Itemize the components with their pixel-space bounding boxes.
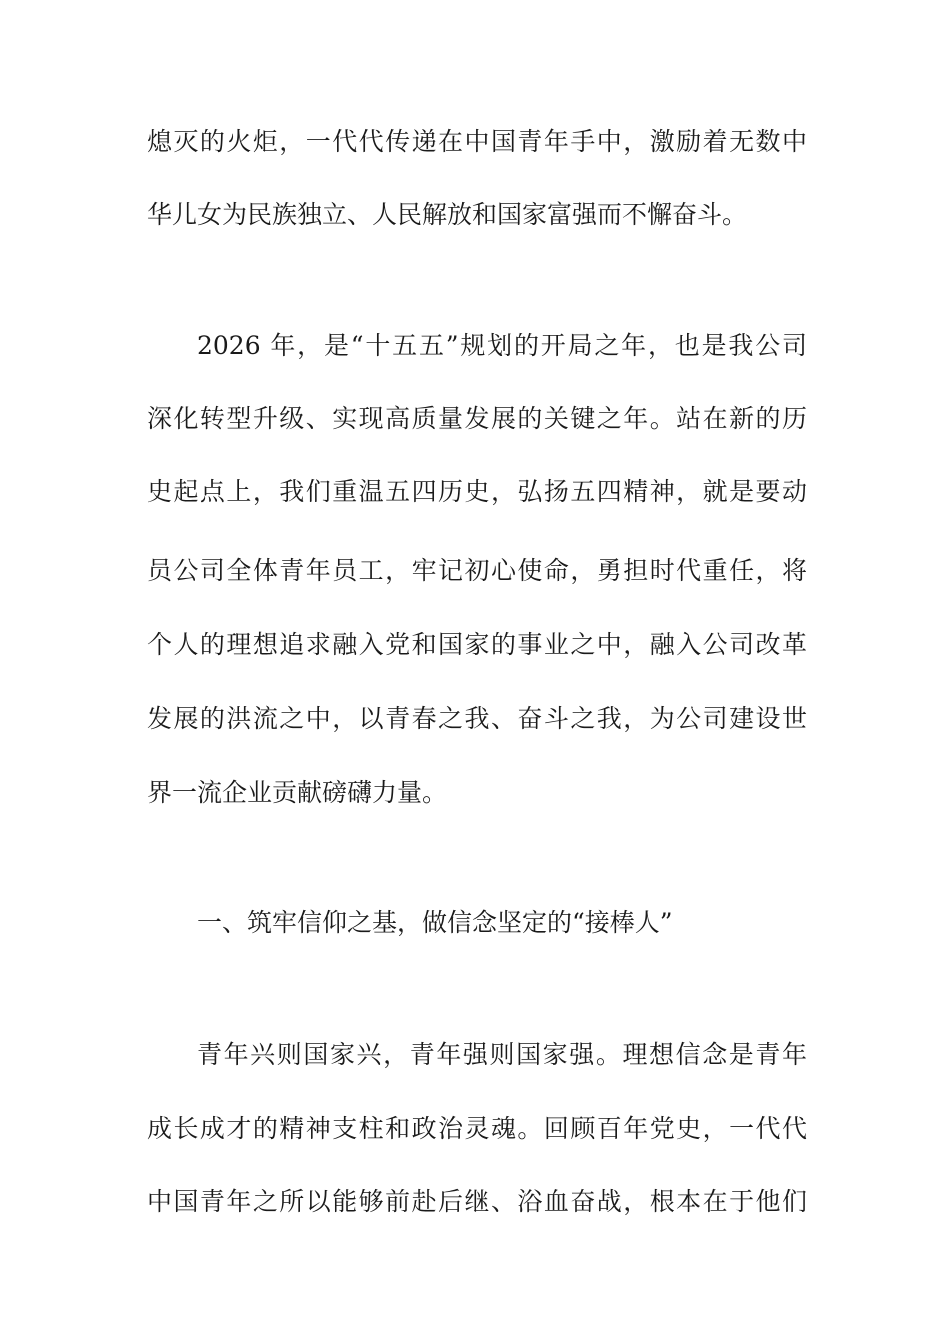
section-heading: 一、筑牢信仰之基，做信念坚定的“接棒人” bbox=[197, 908, 673, 937]
paragraph-2-line-5: 个人的理想追求融入党和国家的事业之中，融入公司改革 bbox=[147, 630, 807, 659]
paragraph-2-line-2: 深化转型升级、实现高质量发展的关键之年。站在新的历 bbox=[147, 404, 807, 433]
paragraph-3-line-3: 中国青年之所以能够前赴后继、浴血奋战，根本在于他们 bbox=[147, 1187, 807, 1216]
paragraph-3-line-2: 成长成才的精神支柱和政治灵魂。回顾百年党史，一代代 bbox=[147, 1114, 807, 1143]
paragraph-1-line-2: 华儿女为民族独立、人民解放和国家富强而不懈奋斗。 bbox=[147, 200, 748, 229]
paragraph-2-line-6: 发展的洪流之中，以青春之我、奋斗之我，为公司建设世 bbox=[147, 704, 807, 733]
paragraph-3-line-1: 青年兴则国家兴，青年强则国家强。理想信念是青年 bbox=[197, 1040, 807, 1069]
paragraph-1-line-1: 熄灭的火炬，一代代传递在中国青年手中，激励着无数中 bbox=[147, 127, 807, 156]
paragraph-2-line-1: 2026 年，是“十五五”规划的开局之年，也是我公司 bbox=[197, 331, 807, 360]
paragraph-2-line-7: 界一流企业贡献磅礴力量。 bbox=[147, 778, 448, 807]
paragraph-2-line-3: 史起点上，我们重温五四历史，弘扬五四精神，就是要动 bbox=[147, 477, 807, 506]
paragraph-2-line-4: 员公司全体青年员工，牢记初心使命，勇担时代重任，将 bbox=[147, 556, 807, 585]
